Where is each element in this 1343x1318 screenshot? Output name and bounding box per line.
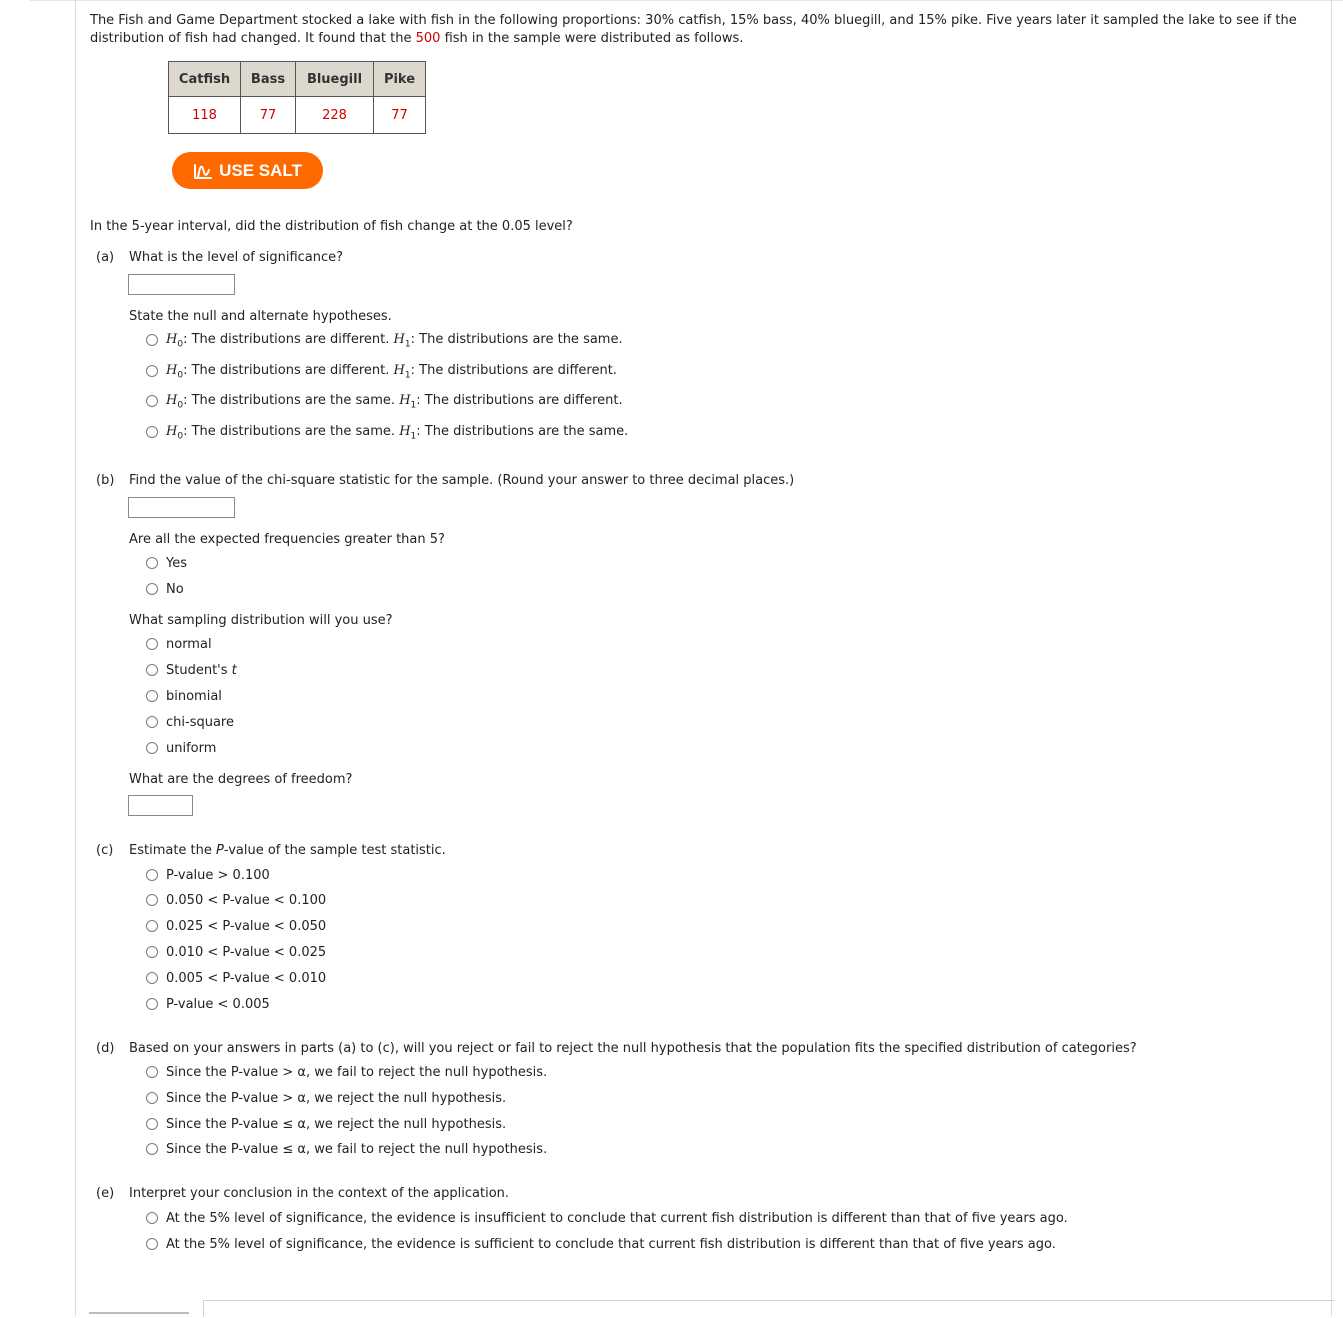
part-b-prompt: Find the value of the chi-square statistic for the sample. (Round your answer to three decimal places.) <box>129 473 795 488</box>
decision-option-3-label[interactable]: Since the P-value ≤ α, we reject the null hypothesis. <box>166 1117 507 1132</box>
intro-text-1: The Fish and Game Department stocked a lake with fish in the following proportions: 30% catfish, 15% bass, 40% bluegill, and 15% pike. Five years later it sampled the lake to see if the distribution of fish had changed. It found that the <box>90 13 1297 46</box>
dist-normal-radio[interactable] <box>146 638 158 650</box>
pvalue-option-4-label[interactable]: 0.010 < P-value < 0.025 <box>166 945 327 960</box>
dist-student-t-radio[interactable] <box>146 664 158 676</box>
decision-option-2-radio[interactable] <box>146 1092 158 1104</box>
bottom-panel-edge <box>203 1300 1334 1317</box>
part-c-letter: (c) <box>96 843 114 858</box>
dist-normal-label[interactable]: normal <box>166 637 212 652</box>
part-a-prompt: What is the level of significance? <box>129 250 344 265</box>
significance-level-input[interactable] <box>128 274 235 295</box>
part-d-prompt: Based on your answers in parts (a) to (c), will you reject or fail to reject the null hypothesis that the population fits the specified distribution of categories? <box>129 1041 1137 1056</box>
decision-option-2-label[interactable]: Since the P-value > α, we reject the null hypothesis. <box>166 1091 507 1106</box>
part-a-letter: (a) <box>96 250 115 265</box>
part-b-letter: (b) <box>96 473 115 488</box>
dist-chi-square-radio[interactable] <box>146 716 158 728</box>
part-e-prompt: Interpret your conclusion in the context of the application. <box>129 1186 510 1201</box>
header-pike: Pike <box>374 62 426 97</box>
value-bass: 77 <box>241 97 296 134</box>
hypothesis-option-3-label[interactable]: $H_0$: The distributions are the same. $H_1$: The distributions are different. <box>166 393 623 411</box>
degrees-freedom-input[interactable] <box>128 795 193 816</box>
sample-size-value: 500 <box>415 31 441 46</box>
degrees-freedom-prompt: What are the degrees of freedom? <box>129 772 353 787</box>
dist-student-t-label[interactable]: Student's t <box>166 663 237 678</box>
expected-frequency-prompt: Are all the expected frequencies greater than 5? <box>129 532 445 547</box>
main-question: In the 5-year interval, did the distribution of fish change at the 0.05 level? <box>90 219 573 234</box>
decision-option-1-radio[interactable] <box>146 1066 158 1078</box>
pvalue-option-4-radio[interactable] <box>146 946 158 958</box>
hypotheses-prompt: State the null and alternate hypotheses. <box>129 309 392 324</box>
value-bluegill: 228 <box>296 97 374 134</box>
header-catfish: Catfish <box>169 62 241 97</box>
hypothesis-option-4-label[interactable]: $H_0$: The distributions are the same. $H_1$: The distributions are the same. <box>166 424 629 442</box>
pvalue-option-3-radio[interactable] <box>146 920 158 932</box>
dist-uniform-label[interactable]: uniform <box>166 741 217 756</box>
hypothesis-option-2-radio[interactable] <box>146 365 158 377</box>
intro-text-2: fish in the sample were distributed as follows. <box>440 31 744 46</box>
part-d-letter: (d) <box>96 1041 115 1056</box>
expected-no-radio[interactable] <box>146 583 158 595</box>
pvalue-option-2-radio[interactable] <box>146 894 158 906</box>
conclusion-option-2-radio[interactable] <box>146 1238 158 1250</box>
hypothesis-option-2-label[interactable]: $H_0$: The distributions are different. $H_1$: The distributions are different. <box>166 363 617 381</box>
problem-statement <box>90 12 1330 48</box>
decision-option-4-radio[interactable] <box>146 1143 158 1155</box>
pvalue-option-5-radio[interactable] <box>146 972 158 984</box>
dist-binomial-label[interactable]: binomial <box>166 689 222 704</box>
pvalue-option-1-radio[interactable] <box>146 869 158 881</box>
expected-yes-label[interactable]: Yes <box>166 556 187 571</box>
hypothesis-option-3-radio[interactable] <box>146 395 158 407</box>
dist-binomial-radio[interactable] <box>146 690 158 702</box>
pvalue-option-6-radio[interactable] <box>146 998 158 1010</box>
dist-uniform-radio[interactable] <box>146 742 158 754</box>
decision-option-1-label[interactable]: Since the P-value > α, we fail to reject the null hypothesis. <box>166 1065 548 1080</box>
fish-sample-table <box>168 61 426 134</box>
pvalue-option-1-label[interactable]: P-value > 0.100 <box>166 868 270 883</box>
header-bluegill: Bluegill <box>296 62 374 97</box>
value-catfish: 118 <box>169 97 241 134</box>
expected-yes-radio[interactable] <box>146 557 158 569</box>
hypothesis-option-1-label[interactable]: $H_0$: The distributions are different. $H_1$: The distributions are the same. <box>166 332 623 350</box>
sampling-distribution-prompt: What sampling distribution will you use? <box>129 613 393 628</box>
part-e-letter: (e) <box>96 1186 115 1201</box>
chi-square-input[interactable] <box>128 497 235 518</box>
hypothesis-option-1-radio[interactable] <box>146 334 158 346</box>
header-bass: Bass <box>241 62 296 97</box>
value-pike: 77 <box>374 97 426 134</box>
expected-no-label[interactable]: No <box>166 582 184 597</box>
bottom-tab-edge <box>89 1312 189 1318</box>
decision-option-3-radio[interactable] <box>146 1118 158 1130</box>
use-salt-label: USE SALT <box>219 160 302 180</box>
use-salt-button[interactable] <box>172 152 323 189</box>
decision-option-4-label[interactable]: Since the P-value ≤ α, we fail to reject the null hypothesis. <box>166 1142 548 1157</box>
conclusion-option-1-label[interactable]: At the 5% level of significance, the evidence is insufficient to conclude that current fish distribution is different than that of five years ago. <box>166 1211 1068 1226</box>
part-c-prompt: Estimate the P-value of the sample test statistic. <box>129 843 446 858</box>
salt-logo-icon <box>193 162 213 180</box>
pvalue-option-3-label[interactable]: 0.025 < P-value < 0.050 <box>166 919 327 934</box>
pvalue-option-2-label[interactable]: 0.050 < P-value < 0.100 <box>166 893 327 908</box>
pvalue-option-5-label[interactable]: 0.005 < P-value < 0.010 <box>166 971 327 986</box>
dist-chi-square-label[interactable]: chi-square <box>166 715 234 730</box>
hypothesis-option-4-radio[interactable] <box>146 426 158 438</box>
conclusion-option-2-label[interactable]: At the 5% level of significance, the evidence is sufficient to conclude that current fish distribution is different than that of five years ago. <box>166 1237 1056 1252</box>
conclusion-option-1-radio[interactable] <box>146 1212 158 1224</box>
pvalue-option-6-label[interactable]: P-value < 0.005 <box>166 997 270 1012</box>
